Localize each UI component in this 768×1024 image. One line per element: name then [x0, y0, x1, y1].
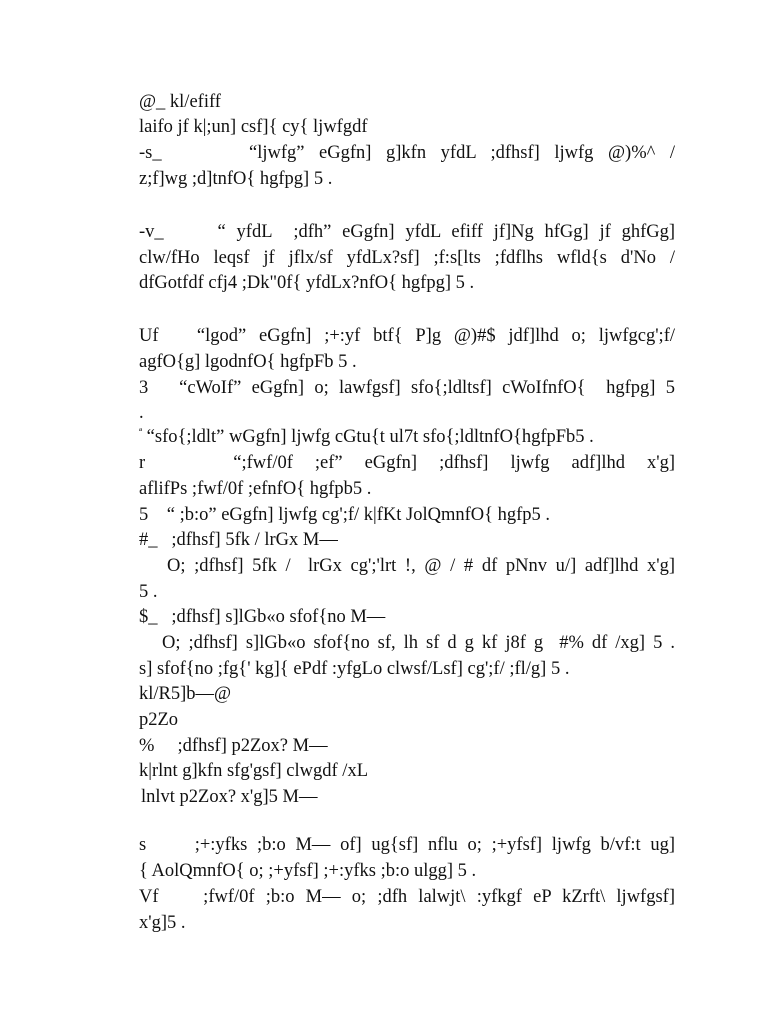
member-ka-line-1: s ;+:yfks ;b:o M— of] ug{sf] nflu o; ;+yfsf] ljwfg b/vf:t ug]: [139, 835, 675, 855]
definition-kha-line-1: -v_ “ yfdL ;dfh” eGgfn] yfdL efiff jf]Ng hfGg] jf ghfGg]: [139, 222, 675, 242]
definitions-heading: laifo jf k|;un] csf]{ cy{ ljwfgdf: [139, 117, 368, 137]
definition-gha-line-2: .: [139, 403, 144, 423]
chapter-heading-1: @_ kl/efiff: [139, 92, 221, 112]
section-4-text: O; ;dfhsf] s]lGb«o sfof{no sf, lh sf d g kf j8f g #% df /xg] 5 .: [162, 633, 675, 653]
section-5-text-2: lnlvt p2Zox? x'g]5 M—: [141, 787, 318, 807]
definition-kha-line-3: dfGotfdf cfj4 ;Dk"0f{ yfdLx?nfO{ hgfpg] 5 .: [139, 273, 475, 293]
definition-kha-line-2: clw/fHo leqsf jf jflx/sf yfdLx?sf] ;f:s[lts ;fdflhs wfld{s d'No /: [139, 248, 675, 268]
definition-ka-line-1: -s_ “ljwfg” eGgfn] g]kfn yfdL ;dfhsf] ljwfg @)%^ /: [139, 143, 675, 163]
section-5-text-1: k|rlnt g]kfn sfg'gsf] clwgdf /xL: [139, 761, 368, 781]
member-kha-line-2: x'g]5 .: [139, 913, 186, 933]
chapter-heading-2: kl/R5]b—@: [139, 684, 232, 704]
section-5-heading: % ;dfhsf] p2Zox? M—: [139, 736, 328, 756]
definition-cha-line-1: r “;fwf/0f ;ef” eGgfn] ;dfhsf] ljwfg adf]lhd x'g]: [139, 453, 675, 473]
definition-gha-line-1: 3 “cWoIf” eGgfn] o; lawfgsf] sfo{;ldltsf] cWoIfnfO{ hgfpg] 5: [139, 378, 675, 398]
section-4-heading: $_ ;dfhsf] s]lGb«o sfof{no M—: [139, 607, 386, 627]
objectives-heading: p2Zo: [139, 710, 179, 730]
definition-ga-line-1: Uf “lgod” eGgfn] ;+:yf btf{ P]g @)#$ jdf]lhd o; ljwfgcg';f/: [139, 326, 675, 346]
section-3-text-end: 5 .: [139, 582, 158, 602]
section-4-text-2: s] sfof{no ;fg{' kg]{ ePdf :yfgLo clwsf/Lsf] cg';f/ ;fl/g] 5 .: [139, 659, 570, 679]
member-kha-line-1: Vf ;fwf/0f ;b:o M— o; ;dfh lalwjt\ :yfkgf eP kZrft\ ljwfgsf]: [139, 887, 675, 907]
definition-ga-line-2: agfO{g] lgodnfO{ hgfpFb 5 .: [139, 352, 357, 372]
member-ka-line-2: { AolQmnfO{ o; ;+yfsf] ;+:yfks ;b:o ulgg] 5 .: [139, 861, 477, 881]
definition-chha-line: 5 “ ;b:o” eGgfn] ljwfg cg';f/ k|fKt JolQmnfO{ hgfp5 .: [139, 505, 551, 525]
section-3-text: O; ;dfhsf] 5fk / lrGx cg';'lrt !, @ / # df pNnv u/] adf]lhd x'g]: [167, 556, 675, 576]
superscript-mark: ª: [139, 425, 143, 438]
definition-cha-line-2: aflifPs ;fwf/0f ;efnfO{ hgfpb5 .: [139, 479, 372, 499]
definition-nga-line: [139, 424, 675, 450]
definition-nga-text: “sfo{;ldlt” wGgfn] ljwfg cGtu{t ul7t sfo{;ldltnfO{hgfpFb5 .: [146, 427, 594, 447]
definition-ka-line-2: z;f]wg ;d]tnfO{ hgfpg] 5 .: [139, 169, 333, 189]
section-3-heading: #_ ;dfhsf] 5fk / lrGx M—: [139, 530, 338, 550]
